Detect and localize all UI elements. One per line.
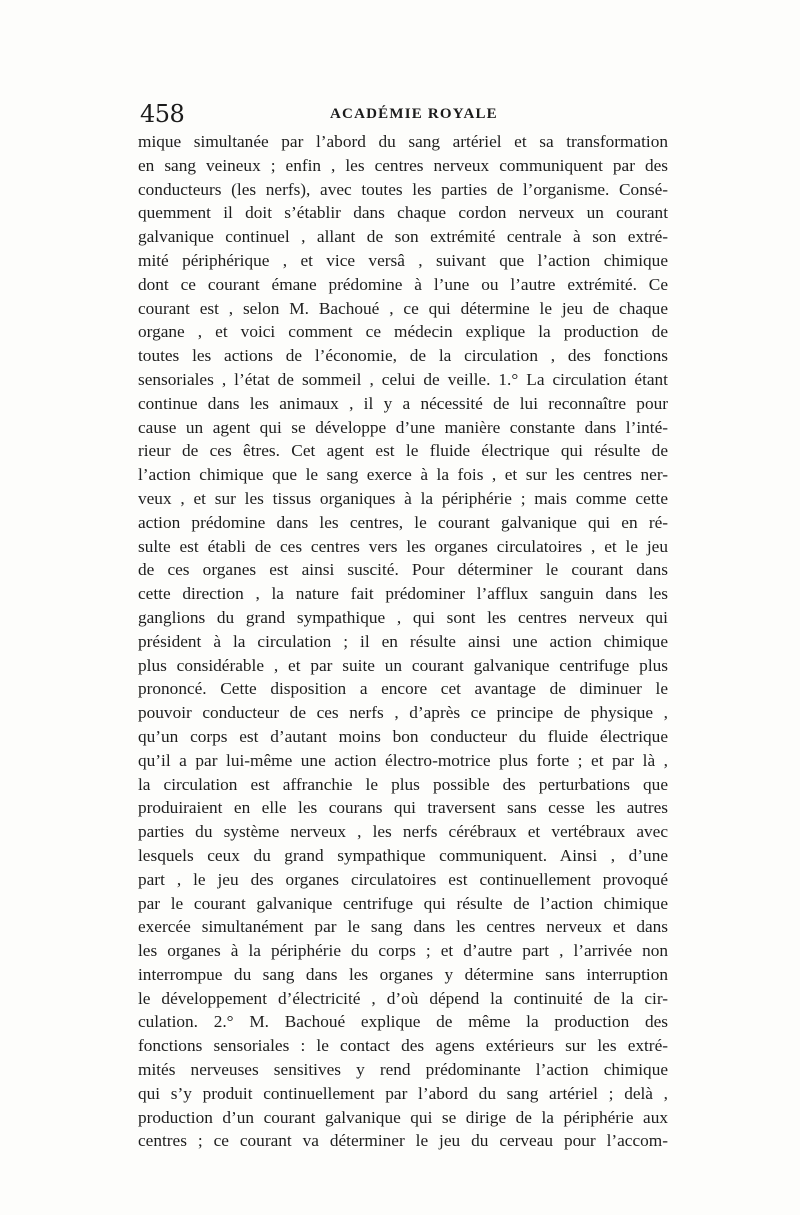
text-line: interrompue du sang dans les organes y détermine sans interruption xyxy=(138,964,668,984)
text-line: production d’un courant galvanique qui se dirige de la périphérie aux xyxy=(138,1107,668,1127)
text-line: exercée simultanément par le sang dans les centres nerveux et dans xyxy=(138,917,668,937)
text-line: cause un agent qui se développe d’une manière constante dans l’inté- xyxy=(138,417,668,437)
text-line: fonctions sensoriales : le contact des agens extérieurs sur les extré- xyxy=(138,1036,668,1056)
text-line: mité périphérique , et vice versâ , suivant que l’action chimique xyxy=(138,250,668,270)
text-line: président à la circulation ; il en résulte ainsi une action chimique xyxy=(138,631,668,651)
text-line: prononcé. Cette disposition a encore cet avantage de diminuer le xyxy=(138,679,668,699)
text-line: les organes à la périphérie du corps ; et d’autre part , l’arrivée non xyxy=(138,941,668,961)
text-line: produiraient en elle les courans qui traversent sans cesse les autres xyxy=(138,798,668,818)
text-line: la circulation est affranchie le plus possible des perturbations que xyxy=(138,774,668,794)
text-line: cette direction , la nature fait prédominer l’afflux sanguin dans les xyxy=(138,584,668,604)
text-line: parties du système nerveux , les nerfs cérébraux et vertébraux avec xyxy=(138,822,668,842)
text-line: qu’il a par lui-même une action électro-motrice plus forte ; et par là , xyxy=(138,750,668,770)
text-line: centres ; ce courant va déterminer le jeu du cerveau pour l’accom- xyxy=(138,1131,668,1151)
text-line: part , le jeu des organes circulatoires est continuellement provoqué xyxy=(138,869,668,889)
text-line: rieur de ces êtres. Cet agent est le fluide électrique qui résulte de xyxy=(138,441,668,461)
page-header xyxy=(140,100,665,130)
text-line: veux , et sur les tissus organiques à la périphérie ; mais comme cette xyxy=(138,488,668,508)
text-line: l’action chimique que le sang exerce à la fois , et sur les centres ner- xyxy=(138,465,668,485)
text-line: dont ce courant émane prédomine à l’une ou l’autre extrémité. Ce xyxy=(138,274,668,294)
text-line: de ces organes est ainsi suscité. Pour déterminer le courant dans xyxy=(138,560,668,580)
text-line: sensoriales , l’état de sommeil , celui de veille. 1.° La circulation étant xyxy=(138,369,668,389)
text-line: par le courant galvanique centrifuge qui résulte de l’action chimique xyxy=(138,893,668,913)
text-line: organe , et voici comment ce médecin explique la production de xyxy=(138,322,668,342)
text-line: culation. 2.° M. Bachoué explique de même la production des xyxy=(138,1012,668,1032)
text-line: toutes les actions de l’économie, de la circulation , des fonctions xyxy=(138,346,668,366)
text-line: action prédomine dans les centres, le courant galvanique qui en ré- xyxy=(138,512,668,532)
running-head: ACADÉMIE ROYALE xyxy=(330,106,498,122)
body-text xyxy=(138,130,668,1153)
page-number: 458 xyxy=(140,100,185,128)
text-line: conducteurs (les nerfs), avec toutes les parties de l’organisme. Consé- xyxy=(138,179,668,199)
text-line: quemment il doit s’établir dans chaque cordon nerveux un courant xyxy=(138,203,668,223)
text-line: galvanique continuel , allant de son extrémité centrale à son extré- xyxy=(138,227,668,247)
text-line: plus considérable , et par suite un courant galvanique centrifuge plus xyxy=(138,655,668,675)
text-line: pouvoir conducteur de ces nerfs , d’après ce principe de physique , xyxy=(138,703,668,723)
text-line: le développement d’électricité , d’où dépend la continuité de la cir- xyxy=(138,988,668,1008)
text-line: mique simultanée par l’abord du sang artériel et sa transformation xyxy=(138,132,668,151)
text-line: qu’un corps est d’autant moins bon conducteur du fluide électrique xyxy=(138,726,668,746)
text-line: ganglions du grand sympathique , qui sont les centres nerveux qui xyxy=(138,607,668,627)
text-line: lesquels ceux du grand sympathique communiquent. Ainsi , d’une xyxy=(138,845,668,865)
text-line: sulte est établi de ces centres vers les organes circulatoires , et le jeu xyxy=(138,536,668,556)
text-line: qui s’y produit continuellement par l’abord du sang artériel ; delà , xyxy=(138,1083,668,1103)
text-line: courant est , selon M. Bachoué , ce qui détermine le jeu de chaque xyxy=(138,298,668,318)
text-line: continue dans les animaux , il y a nécessité de lui reconnaître pour xyxy=(138,393,668,413)
text-line: mités nerveuses sensitives y rend prédominante l’action chimique xyxy=(138,1060,668,1080)
text-line: en sang veineux ; enfin , les centres nerveux communiquent par des xyxy=(138,155,668,175)
